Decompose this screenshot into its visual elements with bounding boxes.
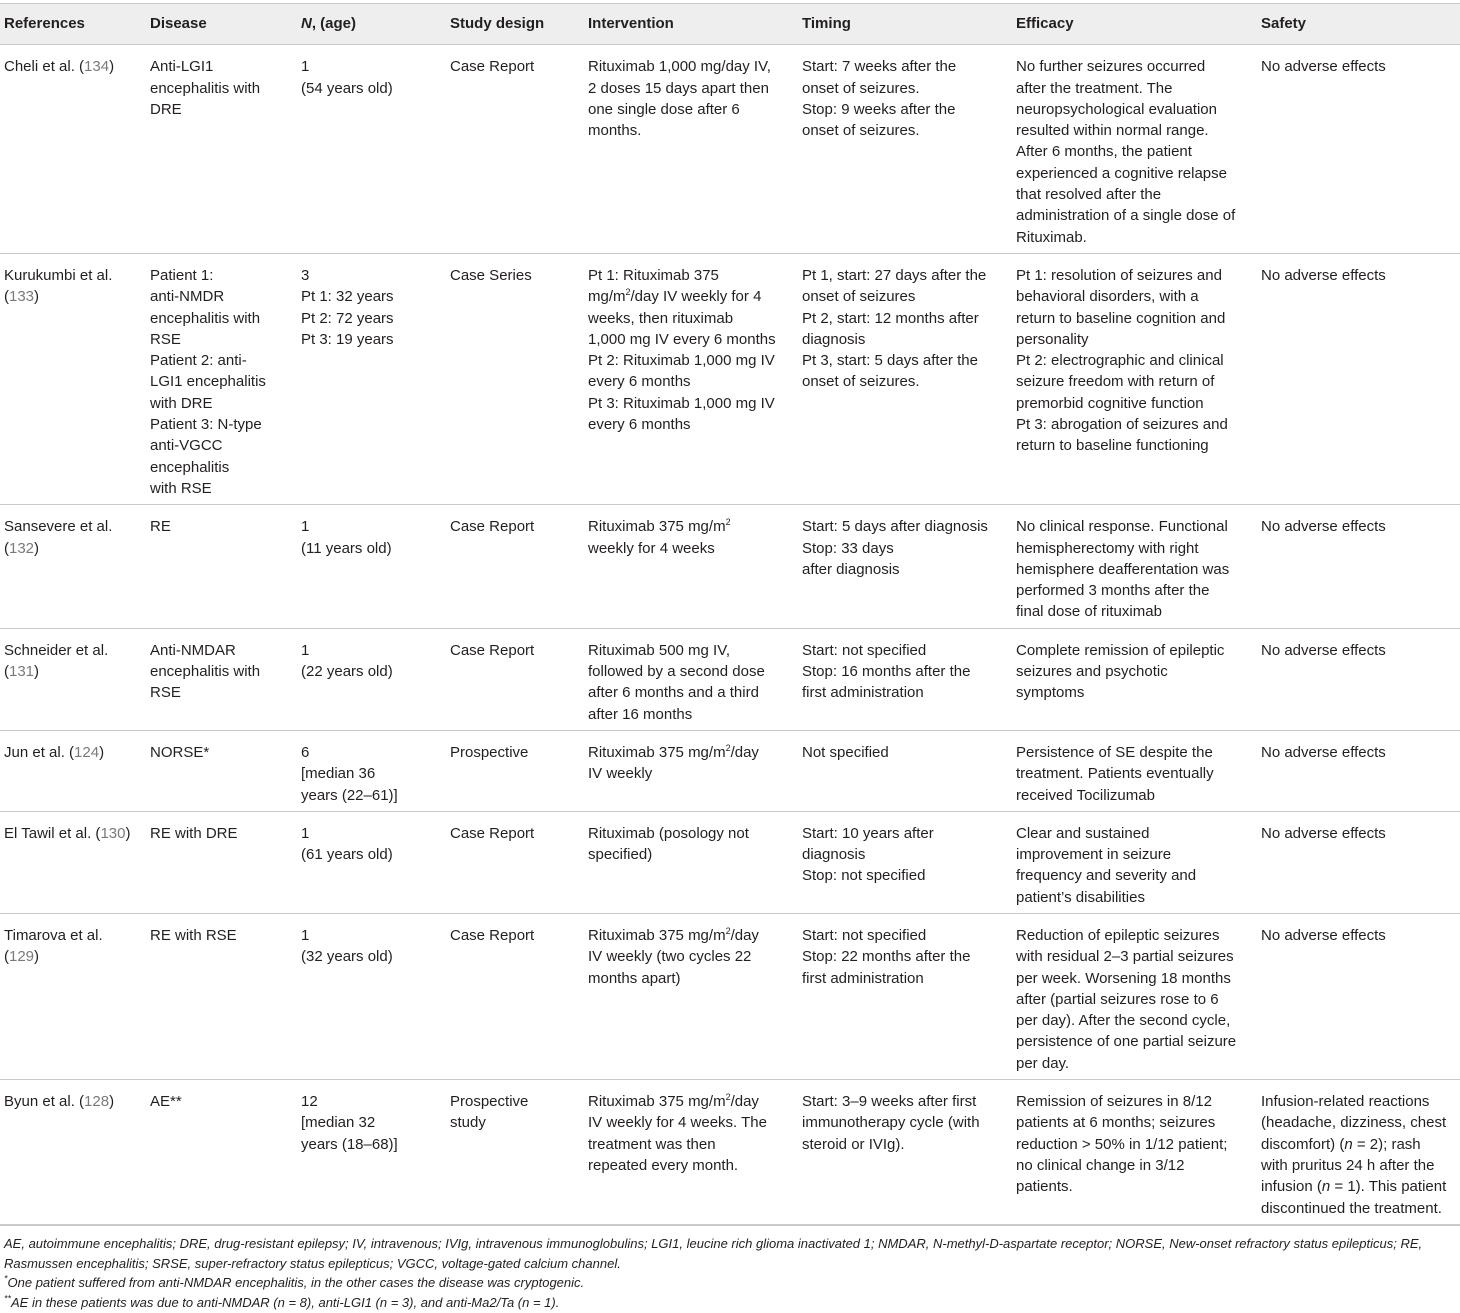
disease-line: RSE [150, 330, 181, 348]
header-n-age [297, 4, 446, 45]
cell-disease [146, 45, 297, 254]
efficacy-line: final dose of rituximab [1016, 603, 1162, 621]
cell-disease [146, 1080, 297, 1225]
intervention-line: Rituximab 375 $mg/m^2$/day [588, 925, 759, 944]
design-line: study [450, 1114, 486, 1132]
timing-line: Stop: 33 days [802, 539, 894, 557]
intervention-line: Pt 2: Rituximab 1,000 mg IV [588, 352, 775, 370]
cell-reference: Schneider et al. (131) [0, 628, 146, 730]
efficacy-line: seizure freedom with return of [1016, 373, 1215, 391]
cell-timing [798, 913, 1012, 1079]
timing-line: diagnosis [802, 330, 866, 348]
disease-line: Anti-NMDAR [150, 641, 236, 659]
safety-line: infusion (n = 1). This patient [1261, 1178, 1447, 1196]
reference-close-paren: ) [34, 288, 40, 306]
reference-author: Byun et al. ( [4, 1093, 85, 1111]
design-line: Case Report [450, 824, 535, 842]
safety-line: with pruritus 24 h after the [1261, 1156, 1435, 1174]
timing-line: Pt 3, start: 5 days after the [802, 352, 978, 370]
efficacy-line: received Tocilizumab [1016, 786, 1155, 804]
reference-number-link[interactable]: 124 [74, 743, 100, 761]
footnote-abbrev-line-1: AE, autoimmune encephalitis; DRE, drug-resistant epilepsy; IV, intravenous; IVIg, intravenous immunoglobulins; LGI1, leucine rich glioma inactivated 1; NMDAR, N-methyl-D-aspartate receptor; NORSE, New-onset refractory status [4, 1235, 1329, 1251]
design-line: Prospective [450, 1093, 529, 1111]
cell-reference [0, 730, 146, 811]
efficacy-line: reduction > 50% in 1/12 patient; [1016, 1135, 1228, 1153]
intervention-line: Rituximab 375 $mg/m^2$ [588, 517, 731, 536]
cell-timing [798, 628, 1012, 730]
cell-disease [146, 505, 297, 628]
cell-safety [1257, 913, 1460, 1079]
intervention-line: every 6 months [588, 373, 691, 391]
cell-intervention [584, 45, 798, 254]
timing-line: immunotherapy cycle (with [802, 1114, 980, 1132]
cell-efficacy [1012, 628, 1257, 730]
cell-safety [1257, 730, 1460, 811]
header-safety: Safety [1257, 4, 1460, 45]
table-row [0, 730, 1460, 811]
n-line: [median 36 [301, 765, 376, 783]
efficacy-line: improvement in seizure [1016, 846, 1172, 864]
cell-reference [0, 45, 146, 254]
intervention-line: one single dose after 6 [588, 100, 740, 118]
cell-safety [1257, 811, 1460, 913]
safety-line: discomfort) (n = 2); rash [1261, 1135, 1421, 1153]
design-line: Case Report [450, 518, 535, 536]
timing-line: Start: 7 weeks after the [802, 58, 957, 76]
cell-disease [146, 811, 297, 913]
timing-line: onset of seizures [802, 288, 916, 306]
cell-design [446, 628, 584, 730]
cell-disease [146, 628, 297, 730]
intervention-line: IV weekly (two cycles 22 [588, 948, 752, 966]
efficacy-line: Pt 2: electrographic and clinical [1016, 352, 1224, 370]
table-row [0, 505, 1460, 628]
n-line: Pt 1: 32 years [301, 288, 394, 306]
efficacy-line: per day). After the second cycle, [1016, 1012, 1231, 1030]
reference-author: Kurukumbi et al. [4, 266, 113, 284]
efficacy-line: after the treatment. The [1016, 79, 1173, 97]
efficacy-line: patient’s disabilities [1016, 888, 1145, 906]
cell-safety [1257, 45, 1460, 254]
efficacy-line: performed 3 months after the [1016, 582, 1210, 600]
n-line: 1 [301, 926, 310, 944]
efficacy-line: after (partial seizures rose to 6 [1016, 990, 1219, 1008]
cell-reference: Kurukumbi et al. (133) [0, 253, 146, 504]
cell-efficacy [1012, 45, 1257, 254]
cell-intervention [584, 811, 798, 913]
reference-author: Timarova et al. [4, 926, 103, 944]
efficacy-line: personality [1016, 330, 1089, 348]
timing-line: Start: 5 days after diagnosis [802, 518, 988, 536]
cell-design [446, 730, 584, 811]
reference-close-paren: ) [109, 58, 115, 76]
timing-line: after diagnosis [802, 560, 900, 578]
reference-number-link[interactable]: 129 [9, 948, 35, 966]
safety-line: No adverse effects [1261, 58, 1386, 76]
reference-number-link[interactable]: 128 [84, 1093, 110, 1111]
footnote-mark-1: * [4, 1274, 8, 1285]
reference-close-paren: ) [99, 743, 105, 761]
timing-line: Stop: 16 months after the [802, 663, 971, 681]
cell-efficacy [1012, 253, 1257, 504]
disease-line: RSE [150, 684, 181, 702]
intervention-line: weeks, then rituximab [588, 309, 734, 327]
disease-line: RE with RSE [150, 926, 237, 944]
safety-line: Infusion-related reactions [1261, 1093, 1430, 1111]
design-line: Case Report [450, 641, 535, 659]
table-row [0, 913, 1460, 1079]
cell-n [297, 1080, 446, 1225]
timing-line: Start: 3–9 weeks after first [802, 1093, 977, 1111]
intervention-line: repeated every month. [588, 1156, 739, 1174]
intervention-line: months. [588, 122, 642, 140]
cell-intervention [584, 913, 798, 1079]
timing-line: Start: not specified [802, 926, 927, 944]
timing-line: steroid or IVIg). [802, 1135, 905, 1153]
n-line: Pt 2: 72 years [301, 309, 394, 327]
disease-line: LGI1 encephalitis [150, 373, 266, 391]
cell-design [446, 811, 584, 913]
cell-design [446, 45, 584, 254]
table-row [0, 1080, 1460, 1225]
timing-line: Pt 2, start: 12 months after [802, 309, 979, 327]
intervention-line: weekly for 4 weeks [588, 539, 715, 557]
disease-line: RE [150, 518, 171, 536]
cell-design [446, 1080, 584, 1225]
n-line: years (18–68)] [301, 1135, 398, 1153]
n-line: years (22–61)] [301, 786, 398, 804]
reference-close-paren: ) [109, 1093, 115, 1111]
timing-line: Not specified [802, 743, 889, 761]
disease-line: RE with DRE [150, 824, 238, 842]
cell-intervention [584, 730, 798, 811]
reference-number-link[interactable]: 133 [9, 288, 35, 306]
cell-intervention [584, 253, 798, 504]
timing-line: onset of seizures. [802, 79, 920, 97]
disease-line: Patient 2: anti- [150, 352, 247, 370]
n-line: (22 years old) [301, 663, 393, 681]
n-line: 1 [301, 58, 310, 76]
disease-line: DRE [150, 100, 182, 118]
efficacy-line: seizures and psychotic [1016, 663, 1168, 681]
cell-n [297, 913, 446, 1079]
reference-close-paren: ) [125, 824, 131, 842]
table-container [0, 3, 1460, 1313]
cell-timing [798, 1080, 1012, 1225]
efficacy-line: No clinical response. Functional [1016, 518, 1228, 536]
n-line: (61 years old) [301, 846, 393, 864]
header-disease: Disease [146, 4, 297, 45]
intervention-line: IV weekly for 4 weeks. The [588, 1114, 767, 1132]
safety-line: No adverse effects [1261, 266, 1386, 284]
cell-disease [146, 913, 297, 1079]
cell-efficacy [1012, 730, 1257, 811]
disease-line: Patient 3: N-type [150, 416, 262, 434]
efficacy-line: hemispherectomy with right [1016, 539, 1199, 557]
efficacy-line: with residual 2–3 partial seizures [1016, 948, 1234, 966]
n-line: (32 years old) [301, 948, 393, 966]
efficacy-line: Pt 3: abrogation of seizures and [1016, 416, 1228, 434]
efficacy-line: Persistence of SE despite the [1016, 743, 1213, 761]
timing-line: Pt 1, start: 27 days after the [802, 266, 987, 284]
n-line: 6 [301, 743, 310, 761]
n-line: Pt 3: 19 years [301, 330, 394, 348]
reference-close-paren: ) [34, 948, 40, 966]
header-references: References [0, 4, 146, 45]
efficacy-line: Clear and sustained [1016, 824, 1150, 842]
reference-author: Schneider et al. [4, 641, 109, 659]
footnote-text-1: One patient suffered from anti-NMDAR encephalitis, in the other cases the disease was cryptogenic. [7, 1275, 585, 1291]
intervention-line: followed by a second dose [588, 663, 765, 681]
disease-line: encephalitis with [150, 663, 261, 681]
design-line: Prospective [450, 743, 529, 761]
disease-line: encephalitis with [150, 309, 261, 327]
reference-number-link[interactable]: 134 [84, 58, 110, 76]
intervention-line: every 6 months [588, 416, 691, 434]
efficacy-line: administration of a single dose of [1016, 207, 1236, 225]
safety-line: (headache, dizziness, chest [1261, 1114, 1447, 1132]
cell-efficacy [1012, 913, 1257, 1079]
safety-line: No adverse effects [1261, 518, 1386, 536]
cell-timing [798, 730, 1012, 811]
cell-disease [146, 730, 297, 811]
table-row [0, 45, 1460, 254]
disease-line: NORSE* [150, 743, 210, 761]
footnote-text-2: AE in these patients was due to anti-NMDAR (n = 8), anti-LGI1 (n = 3), and anti-Ma2/Ta (n = 1). [11, 1295, 560, 1311]
footnote-single-asterisk [4, 1273, 1460, 1293]
intervention-line: Rituximab 375 $mg/m^2$/day [588, 1092, 759, 1111]
reference-author: Jun et al. ( [4, 743, 75, 761]
efficacy-line: symptoms [1016, 684, 1085, 702]
reference-close-paren: ) [34, 539, 40, 557]
intervention-line: Rituximab 500 mg IV, [588, 641, 731, 659]
efficacy-line: After 6 months, the patient [1016, 143, 1192, 161]
cell-safety [1257, 505, 1460, 628]
intervention-line: 1,000 mg IV every 6 months [588, 330, 776, 348]
n-line: 1 [301, 518, 310, 536]
timing-line: Start: not specified [802, 641, 927, 659]
header-efficacy: Efficacy [1012, 4, 1257, 45]
timing-line: Stop: not specified [802, 867, 926, 885]
timing-line: onset of seizures. [802, 122, 920, 140]
disease-line: with RSE [150, 479, 212, 497]
efficacy-line: resulted within normal range. [1016, 122, 1209, 140]
reference-number-link[interactable]: 132 [9, 539, 35, 557]
design-line: Case Report [450, 926, 535, 944]
timing-line: first administration [802, 684, 924, 702]
disease-line: encephalitis [150, 458, 230, 476]
efficacy-line: patients at 6 months; seizures [1016, 1114, 1216, 1132]
cell-reference: Sansevere et al. (132) [0, 505, 146, 628]
n-line: 1 [301, 824, 310, 842]
header-n-italic: N [301, 15, 312, 32]
cell-timing [798, 253, 1012, 504]
timing-line: onset of seizures. [802, 373, 920, 391]
reference-number-link[interactable]: 130 [100, 824, 126, 842]
rituximab-studies-table [0, 3, 1460, 1225]
intervention-line: Rituximab (posology not [588, 824, 749, 842]
timing-line: Stop: 22 months after the [802, 948, 971, 966]
intervention-line: Rituximab 1,000 mg/day IV, [588, 58, 771, 76]
intervention-line: $mg/m^2$/day IV weekly for 4 [588, 287, 762, 306]
intervention-line: months apart) [588, 969, 681, 987]
efficacy-line: Complete remission of epileptic [1016, 641, 1225, 659]
efficacy-line: that resolved after the [1016, 186, 1162, 204]
cell-n [297, 253, 446, 504]
header-intervention: Intervention [584, 4, 798, 45]
cell-intervention [584, 505, 798, 628]
efficacy-line: neuropsychological evaluation [1016, 100, 1217, 118]
intervention-line: Pt 1: Rituximab 375 [588, 266, 719, 284]
reference-author: Sansevere et al. [4, 518, 113, 536]
intervention-line: Pt 3: Rituximab 1,000 mg IV [588, 394, 775, 412]
safety-line: discontinued the treatment. [1261, 1199, 1442, 1217]
table-row [0, 811, 1460, 913]
efficacy-line: per day. [1016, 1054, 1070, 1072]
efficacy-line: patients. [1016, 1178, 1073, 1196]
cell-design [446, 913, 584, 1079]
safety-line: No adverse effects [1261, 641, 1386, 659]
intervention-line: 2 doses 15 days apart then [588, 79, 769, 97]
cell-reference: Timarova et al. (129) [0, 913, 146, 1079]
table-body [0, 45, 1460, 1225]
cell-n [297, 730, 446, 811]
intervention-line: after 16 months [588, 705, 693, 723]
header-row [0, 4, 1460, 45]
footnote-mark-2: ** [4, 1293, 12, 1304]
cell-disease [146, 253, 297, 504]
efficacy-line: Pt 1: resolution of seizures and [1016, 266, 1222, 284]
cell-efficacy [1012, 505, 1257, 628]
cell-safety [1257, 628, 1460, 730]
intervention-line: IV weekly [588, 765, 653, 783]
disease-line: with DRE [150, 394, 213, 412]
efficacy-line: persistence of one partial seizure [1016, 1033, 1237, 1051]
reference-author: El Tawil et al. ( [4, 824, 101, 842]
efficacy-line: return to baseline functioning [1016, 437, 1209, 455]
timing-line: Start: 10 years after [802, 824, 934, 842]
safety-line: No adverse effects [1261, 824, 1386, 842]
efficacy-line: Reduction of epileptic seizures [1016, 926, 1220, 944]
efficacy-line: behavioral disorders, with a [1016, 288, 1199, 306]
table-footnotes [0, 1225, 1460, 1313]
cell-safety [1257, 253, 1460, 504]
timing-line: diagnosis [802, 846, 866, 864]
n-line: 3 [301, 266, 310, 284]
n-line: (54 years old) [301, 79, 393, 97]
disease-line: Anti-LGI1 [150, 58, 214, 76]
cell-timing [798, 811, 1012, 913]
efficacy-line: treatment. Patients eventually [1016, 765, 1214, 783]
intervention-line: Rituximab 375 $mg/m^2$/day [588, 742, 759, 761]
cell-n [297, 811, 446, 913]
cell-reference [0, 811, 146, 913]
cell-timing [798, 505, 1012, 628]
timing-line: first administration [802, 969, 924, 987]
reference-author: Cheli et al. ( [4, 58, 85, 76]
design-line: Case Report [450, 58, 535, 76]
safety-line: No adverse effects [1261, 926, 1386, 944]
cell-safety [1257, 1080, 1460, 1225]
cell-reference [0, 1080, 146, 1225]
intervention-line: specified) [588, 846, 653, 864]
safety-line: No adverse effects [1261, 743, 1386, 761]
disease-line: AE** [150, 1093, 182, 1111]
cell-design [446, 253, 584, 504]
disease-line: anti-VGCC [150, 437, 223, 455]
n-line: 12 [301, 1093, 318, 1111]
cell-n [297, 505, 446, 628]
footnote-double-asterisk [4, 1293, 1460, 1313]
disease-line: anti-NMDR [150, 288, 225, 306]
reference-close-paren: ) [34, 663, 40, 681]
efficacy-line: frequency and severity and [1016, 867, 1197, 885]
efficacy-line: experienced a cognitive relapse [1016, 164, 1227, 182]
cell-n [297, 628, 446, 730]
reference-number-link[interactable]: 131 [9, 663, 35, 681]
cell-efficacy [1012, 811, 1257, 913]
intervention-line: treatment was then [588, 1135, 716, 1153]
efficacy-line: premorbid cognitive function [1016, 394, 1204, 412]
header-n-rest: , (age) [311, 15, 357, 32]
efficacy-line: Remission of seizures in 8/12 [1016, 1093, 1212, 1111]
cell-efficacy [1012, 1080, 1257, 1225]
timing-line: Stop: 9 weeks after the [802, 100, 956, 118]
efficacy-line: no clinical change in 3/12 [1016, 1156, 1185, 1174]
intervention-line: after 6 months and a third [588, 684, 759, 702]
table-row [0, 253, 1460, 504]
disease-line: encephalitis with [150, 79, 261, 97]
efficacy-line: No further seizures occurred [1016, 58, 1206, 76]
n-line: 1 [301, 641, 310, 659]
efficacy-line: Rituximab. [1016, 228, 1087, 246]
table-row [0, 628, 1460, 730]
efficacy-line: return to baseline cognition and [1016, 309, 1226, 327]
cell-n [297, 45, 446, 254]
efficacy-line: hemisphere deafferentation was [1016, 560, 1230, 578]
disease-line: Patient 1: [150, 266, 214, 284]
header-study-design: Study design [446, 4, 584, 45]
header-timing: Timing [798, 4, 1012, 45]
cell-timing [798, 45, 1012, 254]
design-line: Case Series [450, 266, 532, 284]
cell-intervention [584, 1080, 798, 1225]
footnote-abbrev-line-2: epilepticus; RE, Rasmussen encephalitis; SRSE, super-refractory status epilepticus; VGCC, voltage-gated calcium channel. [4, 1235, 1423, 1271]
n-line: (11 years old) [301, 539, 392, 557]
cell-design [446, 505, 584, 628]
n-line: [median 32 [301, 1114, 376, 1132]
efficacy-line: per week. Worsening 18 months [1016, 969, 1231, 987]
cell-intervention [584, 628, 798, 730]
